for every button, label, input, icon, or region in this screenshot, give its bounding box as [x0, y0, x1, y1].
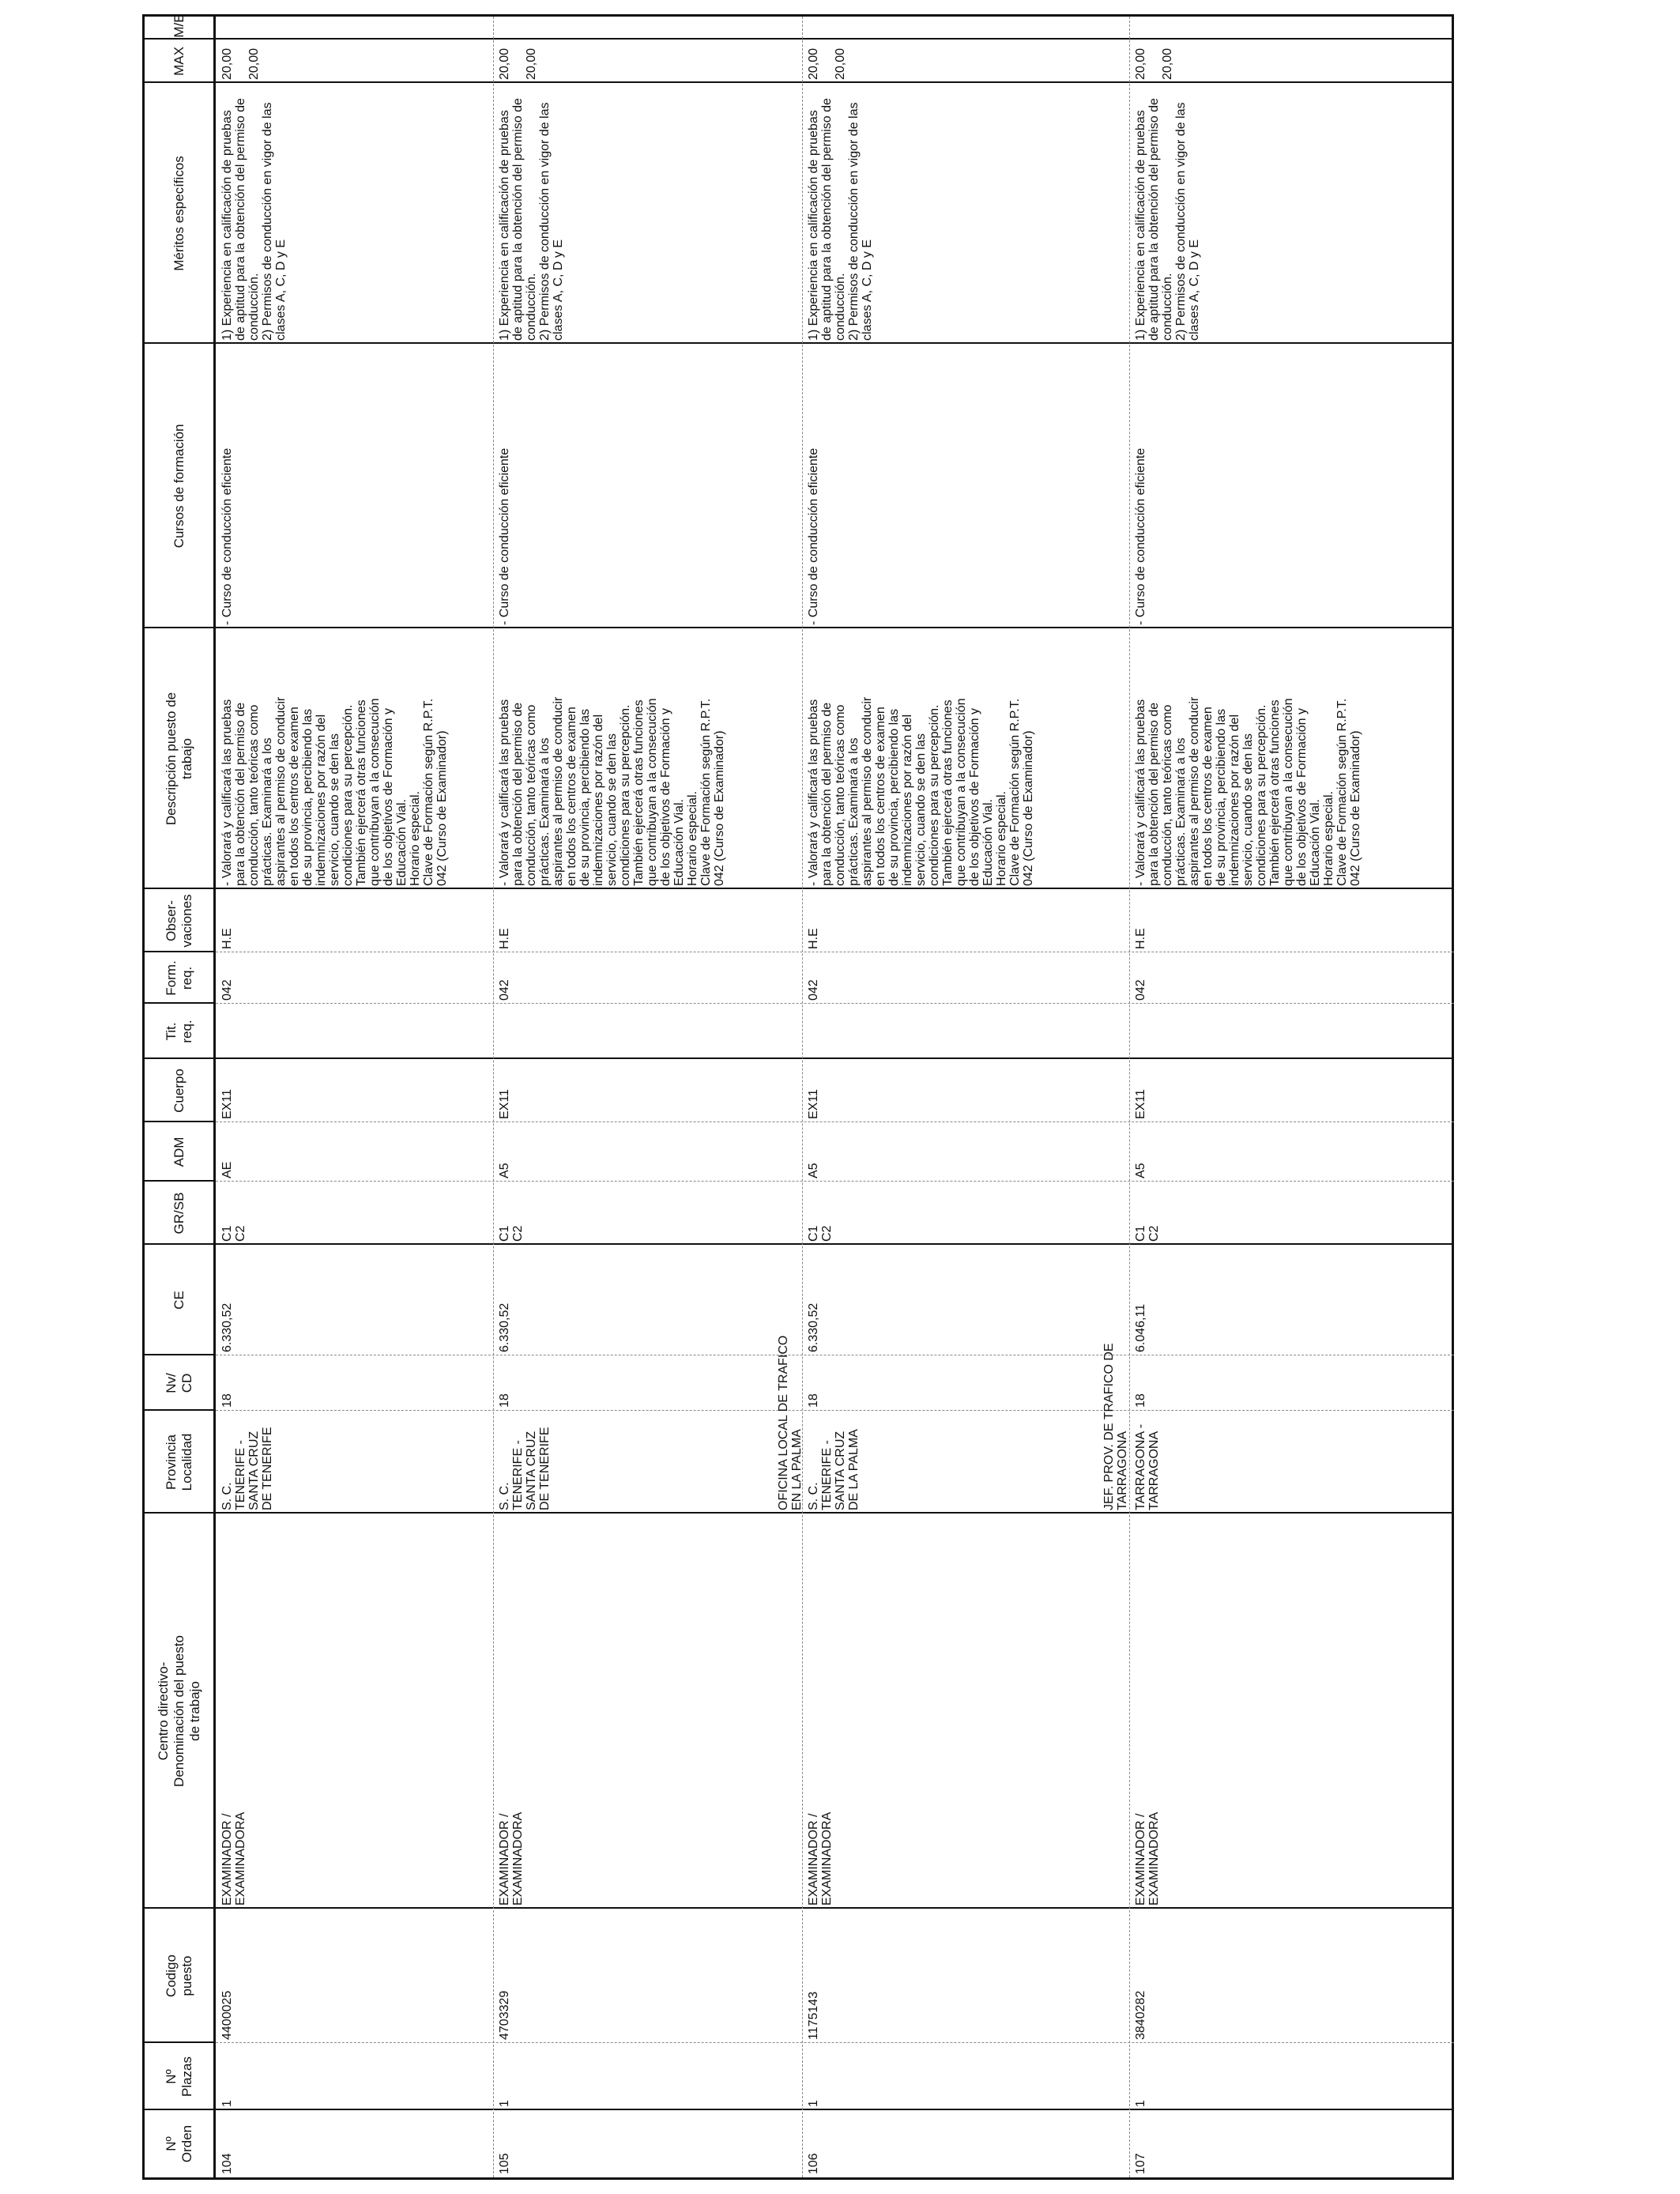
ce-cell: 6.046,11 [1134, 1303, 1147, 1352]
header-divider [145, 1354, 214, 1355]
header-form: Form. req. [163, 960, 194, 996]
orden-cell: 106 [807, 2153, 820, 2174]
header-divider [145, 1409, 214, 1411]
ce-cell: 6.330,52 [498, 1302, 511, 1352]
codigo-cell: 1175143 [807, 1991, 820, 2040]
row-separator [802, 17, 803, 2177]
header-ce: CE [171, 1291, 186, 1310]
plazas-cell: 1 [1134, 2100, 1147, 2107]
max-cell: 20,00 20,00 [807, 47, 847, 80]
header-nv: Nv/ CD [163, 1373, 194, 1393]
header-codigo: Codigo puesto [163, 1955, 194, 1997]
header-desc: Descripción puesto de trabajo [163, 692, 194, 826]
header-obs: Obser- vaciones [163, 894, 194, 948]
cuerpo-cell: EX11 [220, 1089, 234, 1119]
table-row [498, 17, 798, 2177]
row-separator [1129, 17, 1130, 2177]
gr-cell: C1 C2 [220, 1225, 247, 1242]
form-cell: 042 [220, 979, 234, 1001]
form-cell: 042 [498, 979, 511, 1001]
cuerpo-cell: EX11 [498, 1089, 511, 1119]
descripcion-cell: - Valorará y calificará las pruebas para la obtención del permiso de conducción, tanto teóricas como prácticas. Examinará a los aspirantes al permiso de conducir en todos los centros de examen de su provincia, percibiendo las indemnizaciones por razón del servicio, cuando se den las condiciones para su percepción. También ejercerá otras funciones que contribuyan a la consecución de los objetivos de Formación y Educación Vial. Horario especial. Clave de Formación según R.P.T. 042 (Curso de Examinador) [1134, 696, 1362, 886]
header-centro: Centro directivo- Denominación del puesto de trabajo [155, 1635, 202, 1787]
nv-cell: 18 [1134, 1393, 1147, 1408]
centro-directivo-label: OFICINA LOCAL DE TRAFICO EN LA PALMA [777, 1335, 804, 1510]
header-divider [145, 951, 214, 952]
codigo-cell: 3840282 [1134, 1990, 1147, 2040]
table-header [145, 13, 216, 2177]
adm-cell: A5 [807, 1163, 820, 1178]
header-plazas: Nº Plazas [163, 2056, 194, 2098]
orden-cell: 107 [1134, 2153, 1147, 2174]
orden-cell: 105 [498, 2153, 511, 2174]
orden-cell: 104 [220, 2153, 234, 2174]
header-cuerpo: Cuerpo [171, 1069, 186, 1113]
cursos-cell: - Curso de conducción eficiente [220, 447, 234, 625]
max-cell: 20,00 20,00 [498, 47, 538, 80]
form-cell: 042 [1134, 979, 1147, 1001]
meritos-cell: 1) Experiencia en calificación de pruebas de aptitud para la obtención del permiso de conducción. 2) Permisos de conducción en vigor de las clases A, C, D y E [807, 98, 874, 341]
header-orden: Nº Orden [163, 2124, 194, 2163]
obs-cell: H.E [1134, 928, 1147, 949]
nv-cell: 18 [807, 1393, 820, 1408]
nv-cell: 18 [498, 1393, 511, 1408]
meritos-cell: 1) Experiencia en calificación de pruebas de aptitud para la obtención del permiso de conducción. 2) Permisos de conducción en vigor de las clases A, C, D y E [498, 98, 565, 341]
header-provincia: Provincia Localidad [163, 1433, 194, 1491]
descripcion-cell: - Valorará y calificará las pruebas para la obtención del permiso de conducción, tanto teóricas como prácticas. Examinará a los aspirantes al permiso de conducir en todos los centros de examen de su provincia, percibiendo las indemnizaciones por razón del servicio, cuando se den las condiciones para su percepción. También ejercerá otras funciones que contribuyan a la consecución de los objetivos de Formación y Educación Vial. Horario especial. Clave de Formación según R.P.T. 042 (Curso de Examinador) [220, 696, 449, 886]
header-tit: Tit. req. [163, 1020, 194, 1043]
gr-cell: C1 C2 [498, 1225, 525, 1242]
form-cell: 042 [807, 979, 820, 1001]
table-row [220, 17, 489, 2177]
rotated-page [142, 14, 1454, 2180]
table-row [1134, 17, 1450, 2177]
cuerpo-cell: EX11 [807, 1089, 820, 1119]
provincia-cell: S. C. TENERIFE - SANTA CRUZ DE TENERIFE [220, 1427, 274, 1510]
puesto-cell: EXAMINADOR / EXAMINADORA [220, 1811, 247, 1906]
vacancies-table [142, 14, 1454, 2180]
puesto-cell: EXAMINADOR / EXAMINADORA [1134, 1811, 1161, 1906]
cursos-cell: - Curso de conducción eficiente [807, 447, 820, 625]
adm-cell: A5 [498, 1163, 511, 1178]
table-row [807, 17, 1124, 2177]
puesto-cell: EXAMINADOR / EXAMINADORA [807, 1811, 834, 1906]
header-meritos: Méritos específicos [171, 156, 186, 271]
cursos-cell: - Curso de conducción eficiente [1134, 447, 1147, 625]
provincia-cell: TARRAGONA - TARRAGONA [1134, 1423, 1161, 1510]
gr-cell: C1 C2 [807, 1225, 834, 1242]
centro-directivo-label: JEF. PROV. DE TRAFICO DE TARRAGONA [1102, 1343, 1129, 1510]
provincia-cell: S. C. TENERIFE - SANTA CRUZ DE LA PALMA [807, 1429, 861, 1510]
descripcion-cell: - Valorará y calificará las pruebas para la obtención del permiso de conducción, tanto teóricas como prácticas. Examinará a los aspirantes al permiso de conducir en todos los centros de examen de su provincia, percibiendo las indemnizaciones por razón del servicio, cuando se den las condiciones para su percepción. También ejercerá otras funciones que contribuyan a la consecución de los objetivos de Formación y Educación Vial. Horario especial. Clave de Formación según R.P.T. 042 (Curso de Examinador) [807, 696, 1035, 886]
obs-cell: H.E [498, 928, 511, 949]
adm-cell: A5 [1134, 1163, 1147, 1178]
cuerpo-cell: EX11 [1134, 1089, 1147, 1119]
header-me: M/E [171, 13, 186, 38]
max-cell: 20,00 20,00 [220, 47, 261, 80]
header-divider [145, 1180, 214, 1182]
descripcion-cell: - Valorará y calificará las pruebas para la obtención del permiso de conducción, tanto teóricas como prácticas. Examinará a los aspirantes al permiso de conducir en todos los centros de examen de su provincia, percibiendo las indemnizaciones por razón del servicio, cuando se den las condiciones para su percepción. También ejercerá otras funciones que contribuyan a la consecución de los objetivos de Formación y Educación Vial. Horario especial. Clave de Formación según R.P.T. 042 (Curso de Examinador) [498, 696, 726, 886]
header-gr: GR/SB [171, 1192, 186, 1235]
codigo-cell: 4703329 [498, 1990, 511, 2040]
plazas-cell: 1 [807, 2100, 820, 2107]
meritos-cell: 1) Experiencia en calificación de pruebas de aptitud para la obtención del permiso de conducción. 2) Permisos de conducción en vigor de las clases A, C, D y E [1134, 98, 1201, 341]
obs-cell: H.E [220, 928, 234, 949]
ce-cell: 6.330,52 [220, 1302, 234, 1352]
header-divider [145, 1121, 214, 1122]
header-max: MAX [171, 47, 186, 76]
header-adm: ADM [171, 1137, 186, 1167]
header-divider [145, 2041, 214, 2043]
ce-cell: 6.330,52 [807, 1302, 820, 1352]
puesto-cell: EXAMINADOR / EXAMINADORA [498, 1811, 525, 1906]
codigo-cell: 4400025 [220, 1990, 234, 2040]
obs-cell: H.E [807, 928, 820, 949]
gr-cell: C1 C2 [1134, 1225, 1161, 1242]
plazas-cell: 1 [498, 2100, 511, 2107]
plazas-cell: 1 [220, 2100, 234, 2107]
header-cursos: Cursos de formación [171, 424, 186, 548]
provincia-cell: S. C. TENERIFE - SANTA CRUZ DE TENERIFE [498, 1427, 552, 1510]
adm-cell: AE [220, 1161, 234, 1178]
header-divider [145, 1002, 214, 1004]
cursos-cell: - Curso de conducción eficiente [498, 447, 511, 625]
row-separator [493, 17, 494, 2177]
nv-cell: 18 [220, 1393, 234, 1408]
meritos-cell: 1) Experiencia en calificación de pruebas de aptitud para la obtención del permiso de conducción. 2) Permisos de conducción en vigor de las clases A, C, D y E [220, 98, 288, 341]
max-cell: 20,00 20,00 [1134, 47, 1174, 80]
